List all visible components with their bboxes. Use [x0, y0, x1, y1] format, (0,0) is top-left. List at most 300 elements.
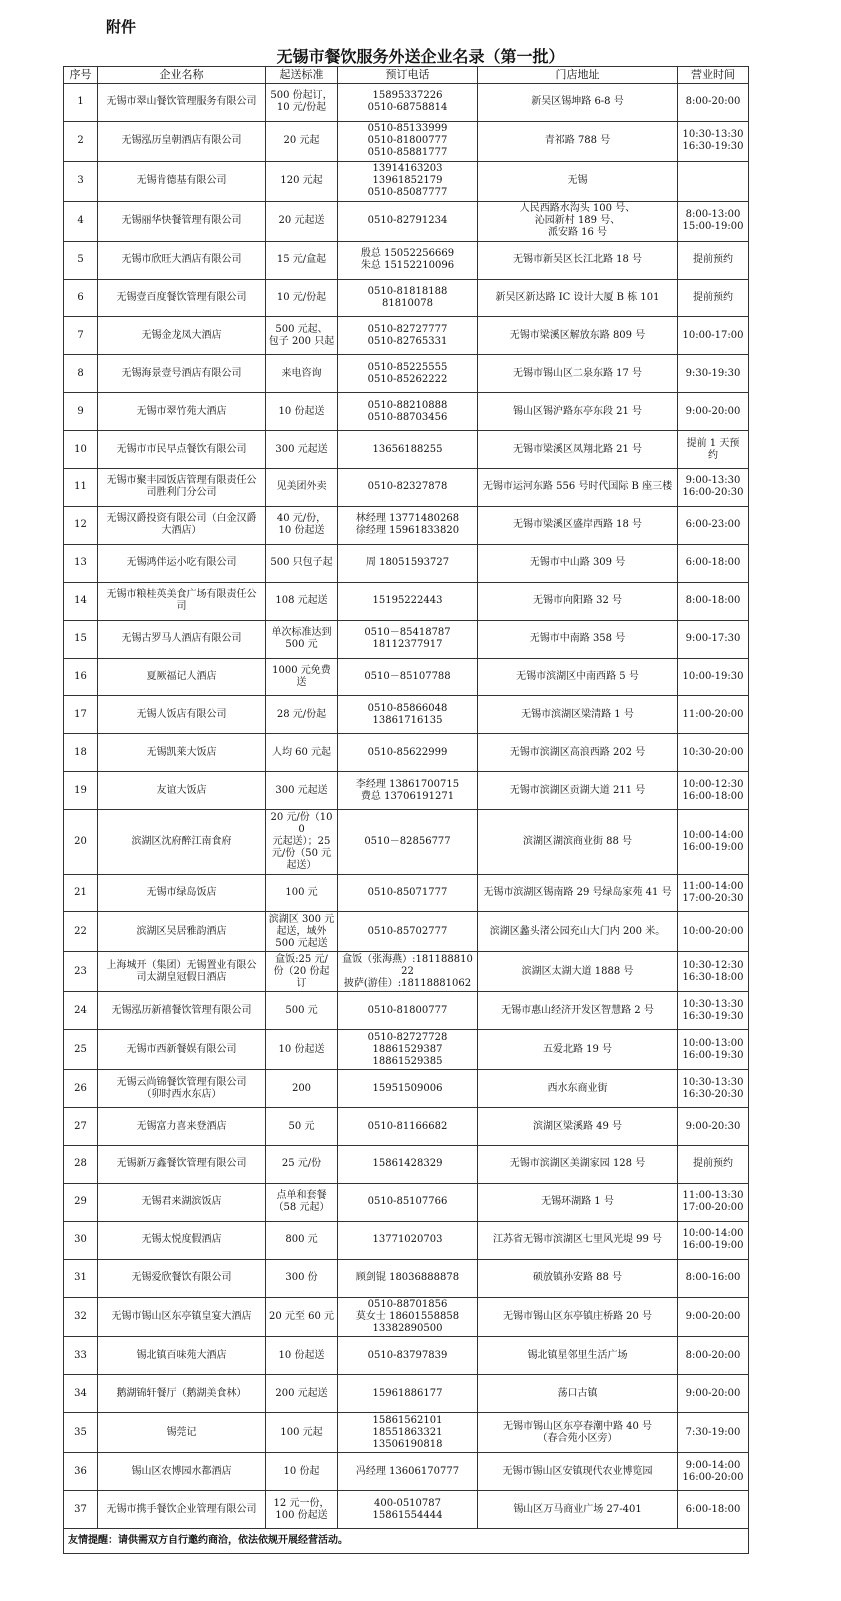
cell-name: [98, 1030, 266, 1070]
cell-name-line: 无锡古罗马人酒店有限公司: [121, 633, 242, 645]
cell-address: [478, 1491, 678, 1529]
cell-hours-line: 10:00-20:00: [682, 925, 744, 937]
cell-no: 3: [64, 161, 98, 201]
cell-hours-line: 10:00-14:00: [682, 1228, 744, 1240]
cell-name-line: 无锡富力喜来登酒店: [136, 1120, 227, 1132]
cell-name: [98, 1259, 266, 1297]
cell-address: [478, 658, 678, 696]
cell-phone-line: 0510-85262222: [367, 373, 448, 385]
cell-name-line: 无锡泓历新禧餐饮管理有限公司: [111, 1004, 252, 1016]
cell-address-line: 无锡市锡山区二泉东路 17 号: [512, 367, 643, 379]
cell-phone-line: 李经理 13861700715: [355, 778, 460, 790]
cell-phone-line: 0510-85133999: [367, 123, 448, 135]
cell-address: [478, 544, 678, 582]
cell-phone-line: 0510-85087777: [367, 187, 448, 199]
cell-min-order: [266, 201, 338, 241]
cell-no: 10: [64, 431, 98, 469]
cell-hours-line: 9:00-20:00: [685, 1387, 741, 1399]
table-row: [64, 84, 749, 122]
cell-hours-line: 10:00-14:00: [682, 829, 744, 841]
cell-hours-line: 16:00-20:00: [682, 1471, 744, 1483]
cell-address-line: 无锡市运河东路 556 号时代国际 B 座三楼: [482, 481, 673, 493]
cell-no: 22: [64, 912, 98, 952]
cell-name-line: 无锡丽华快餐管理有限公司: [121, 215, 242, 227]
cell-min-order-line: 点单和套餐: [276, 1190, 327, 1202]
cell-min-order-line: 100 元起: [280, 1426, 323, 1438]
cell-hours: [678, 1453, 749, 1491]
cell-hours-line: 10:00-17:00: [682, 329, 744, 341]
table-row: [64, 544, 749, 582]
cell-hours: [678, 506, 749, 544]
cell-min-order: [266, 1221, 338, 1259]
cell-no: 5: [64, 241, 98, 279]
cell-min-order-line: 40 元/份，: [276, 513, 327, 525]
cell-name-line: 无锡市翠竹苑大酒店: [136, 405, 227, 417]
cell-no: 16: [64, 658, 98, 696]
cell-address-line: 锡山区锡沪路东亭东段 21 号: [512, 405, 643, 417]
cell-address: [478, 874, 678, 912]
cell-hours-line: 10:00-12:30: [682, 778, 744, 790]
cell-name-line: 无锡爱欣餐饮有限公司: [131, 1272, 232, 1284]
cell-phone: [338, 912, 478, 952]
cell-phone: [338, 84, 478, 122]
cell-no: 8: [64, 355, 98, 393]
cell-min-order: [266, 992, 338, 1030]
cell-phone-line: 披萨(游佳）:18118881062: [343, 977, 472, 989]
cell-address-line: 无锡环湖路 1 号: [541, 1196, 614, 1208]
cell-min-order: [266, 912, 338, 952]
cell-address-line: 锡北镇星邻里生活广场: [527, 1349, 628, 1361]
cell-name: [98, 201, 266, 241]
cell-name-line: 无锡市翠山餐饮管理服务有限公司: [106, 96, 257, 108]
cell-phone-line: 徐经理 15961833820: [355, 525, 460, 537]
cell-phone-line: 冯经理 13606170777: [355, 1465, 460, 1477]
footnote: 友情提醒：请供需双方自行邀约商洽，依法依规开展经营活动。: [64, 1529, 749, 1554]
cell-address-line: 无锡市梁溪区凤翔北路 21 号: [512, 443, 643, 455]
cell-phone-line: 0510-85107766: [367, 1196, 448, 1208]
cell-phone-line: 400-0510787: [373, 1497, 441, 1509]
cell-min-order-line: 500 元起送: [275, 937, 328, 949]
cell-phone-line: 0510-85866048: [367, 702, 448, 714]
cell-address: [478, 317, 678, 355]
cell-address-line: 无锡市锡山区东亭镇庄桥路 20 号: [502, 1310, 653, 1322]
cell-hours-line: 7:30-19:00: [685, 1426, 741, 1438]
table-row: [64, 393, 749, 431]
cell-min-order-line: 200 元起送: [275, 1387, 328, 1399]
cell-hours-line: 9:30-19:30: [685, 367, 741, 379]
cell-hours-line: 16:00-19:00: [682, 841, 744, 853]
document-title: 无锡市餐饮服务外送企业名录（第一批）: [276, 47, 565, 66]
cell-hours-line: 10:30-12:30: [682, 959, 744, 971]
cell-min-order: [266, 772, 338, 810]
cell-phone-line: 13861716135: [372, 714, 443, 726]
cell-phone: [338, 241, 478, 279]
cell-min-order-line: 10 份起送: [278, 1349, 325, 1361]
col-header-no: 序号: [64, 67, 98, 84]
cell-address: [478, 1453, 678, 1491]
cell-hours: [678, 1070, 749, 1108]
cell-hours-line: 16:00-19:30: [682, 1049, 744, 1061]
cell-hours: [678, 1108, 749, 1146]
cell-min-order: [266, 1337, 338, 1375]
cell-hours: [678, 241, 749, 279]
cell-no: 17: [64, 696, 98, 734]
cell-address-line: 无锡市滨湖区梁清路 1 号: [521, 708, 634, 720]
cell-min-order-line: 500 元: [285, 639, 318, 651]
cell-name: [98, 696, 266, 734]
cell-hours-line: 16:00-18:00: [682, 790, 744, 802]
cell-address: [478, 279, 678, 317]
table-header-row: [64, 67, 749, 84]
cell-address-line: 滨湖区湖滨商业街 88 号: [522, 835, 633, 847]
cell-name-line: 司太湖皇冠假日酒店: [136, 971, 227, 983]
cell-phone-line: 13506190818: [372, 1438, 443, 1450]
cell-no: 18: [64, 734, 98, 772]
cell-phone: [338, 317, 478, 355]
cell-hours-line: 10:00-13:00: [682, 1037, 744, 1049]
table-row: [64, 1297, 749, 1337]
cell-name: [98, 620, 266, 658]
enterprise-directory-table: [63, 66, 749, 1554]
cell-name-line: 滨湖区吴居雅韵酒店: [136, 925, 227, 937]
cell-hours-line: 6:00-18:00: [685, 1503, 741, 1515]
cell-min-order-line: 起送）: [286, 859, 317, 871]
cell-hours: [678, 658, 749, 696]
cell-min-order-line: 800 元: [285, 1234, 318, 1246]
cell-hours-line: 8:00-20:00: [685, 1349, 741, 1361]
cell-name-line: 无锡市粮桂英美食广场有限责任公: [106, 589, 257, 601]
cell-name-line: 滨湖区沈府醉江南食府: [131, 835, 232, 847]
cell-no: 11: [64, 469, 98, 507]
table-row: [64, 620, 749, 658]
cell-name: [98, 582, 266, 620]
cell-address-line: 新吴区新达路 IC 设计大厦 B 栋 101: [495, 292, 660, 304]
cell-no: 1: [64, 84, 98, 122]
cell-no: 2: [64, 121, 98, 161]
cell-hours-line: 提前预约: [693, 292, 733, 304]
cell-phone-line: 15861554444: [372, 1509, 443, 1521]
cell-phone-line: 18861529385: [372, 1055, 443, 1067]
cell-address: [478, 506, 678, 544]
cell-phone: [338, 620, 478, 658]
cell-no: 28: [64, 1145, 98, 1183]
cell-address: [478, 469, 678, 507]
table-row: [64, 1259, 749, 1297]
cell-address-line: 无锡市锡山区东亭春潮中路 40 号: [502, 1420, 653, 1432]
cell-min-order-line: 起送，域外: [276, 925, 327, 937]
cell-phone-line: 0510-81818188: [367, 286, 448, 298]
cell-no: 24: [64, 992, 98, 1030]
cell-no: 7: [64, 317, 98, 355]
cell-min-order-line: 28 元/份起: [276, 708, 327, 720]
col-header-hours: 营业时间: [678, 67, 749, 84]
table-row: [64, 1108, 749, 1146]
cell-hours: [678, 582, 749, 620]
cell-name-line: 无锡君来湖滨饭店: [141, 1196, 222, 1208]
cell-hours: [678, 620, 749, 658]
cell-hours-line: 17:00-20:30: [682, 893, 744, 905]
cell-min-order-line: 包子 200 只起: [268, 335, 335, 347]
cell-hours-line: 约: [708, 449, 718, 461]
cell-phone: [338, 992, 478, 1030]
cell-min-order-line: 300 元起送: [275, 443, 328, 455]
cell-address: [478, 121, 678, 161]
cell-address: [478, 1108, 678, 1146]
cell-hours-line: 6:00-18:00: [685, 557, 741, 569]
cell-hours-line: 9:00-17:30: [685, 633, 741, 645]
cell-phone: [338, 121, 478, 161]
cell-hours: [678, 317, 749, 355]
cell-min-order-line: 单次标准达到: [271, 627, 332, 639]
cell-min-order: [266, 121, 338, 161]
cell-min-order: [266, 1145, 338, 1183]
cell-no: 14: [64, 582, 98, 620]
cell-hours: [678, 355, 749, 393]
cell-address-line: 锡山区万马商业广场 27-401: [513, 1503, 642, 1515]
cell-no: 31: [64, 1259, 98, 1297]
table-row: [64, 874, 749, 912]
cell-min-order: [266, 317, 338, 355]
cell-hours: [678, 1030, 749, 1070]
cell-address: [478, 84, 678, 122]
cell-min-order: [266, 241, 338, 279]
cell-no: 27: [64, 1108, 98, 1146]
cell-min-order-line: 500 元起、: [275, 323, 328, 335]
cell-min-order: [266, 1491, 338, 1529]
cell-hours-line: 9:00-13:30: [685, 475, 741, 487]
cell-address-line: 沁园新村 189 号、: [534, 215, 621, 227]
table-row: [64, 431, 749, 469]
cell-address-line: 江苏省无锡市滨湖区七里风光堤 99 号: [492, 1234, 663, 1246]
cell-phone-line: 13961852179: [372, 175, 443, 187]
cell-min-order-line: 20 元起: [283, 135, 320, 147]
cell-hours-line: 9:00-20:30: [685, 1120, 741, 1132]
cell-no: 12: [64, 506, 98, 544]
cell-name: [98, 952, 266, 992]
cell-phone-line: 15861428329: [372, 1158, 443, 1170]
cell-name-line: 无锡金龙凤大酒店: [141, 329, 222, 341]
cell-phone: [338, 1413, 478, 1453]
cell-no: 37: [64, 1491, 98, 1529]
cell-name: [98, 912, 266, 952]
cell-phone: [338, 1108, 478, 1146]
cell-name-line: 无锡人饭店有限公司: [136, 708, 227, 720]
table-row: [64, 582, 749, 620]
cell-phone-line: 0510-68758814: [367, 102, 448, 114]
cell-hours: [678, 874, 749, 912]
cell-name: [98, 1221, 266, 1259]
cell-min-order-line: 500 元: [285, 1004, 318, 1016]
cell-min-order-line: 25 元/份: [281, 1158, 322, 1170]
cell-hours-line: 10:30-13:30: [682, 129, 744, 141]
cell-phone: [338, 1221, 478, 1259]
cell-name-line: 无锡海景壹号酒店有限公司: [121, 367, 242, 379]
cell-address-line: 无锡: [567, 175, 588, 187]
attachment-label: 附件: [106, 18, 137, 36]
cell-phone-line: 周 18051593727: [365, 557, 450, 569]
table-row: [64, 121, 749, 161]
cell-address-line: 青祁路 788 号: [544, 135, 611, 147]
cell-phone-line: 13914163203: [372, 163, 443, 175]
cell-address: [478, 1375, 678, 1413]
cell-phone: [338, 469, 478, 507]
cell-name: [98, 1413, 266, 1453]
cell-hours-line: 10:30-13:30: [682, 998, 744, 1010]
cell-phone-line: 顾剑锟 18036888878: [355, 1272, 460, 1284]
cell-address: [478, 1183, 678, 1221]
cell-no: 4: [64, 201, 98, 241]
table-row: [64, 1183, 749, 1221]
cell-min-order: [266, 431, 338, 469]
cell-address: [478, 1259, 678, 1297]
cell-min-order: [266, 84, 338, 122]
col-header-phone: 预订电话: [338, 67, 478, 84]
cell-address: [478, 201, 678, 241]
cell-min-order-line: 200: [291, 1082, 312, 1094]
cell-name-line: 上海城开（集团）无锡置业有限公: [106, 959, 257, 971]
cell-name: [98, 874, 266, 912]
cell-no: 13: [64, 544, 98, 582]
cell-min-order-line: 10 元/份起: [276, 292, 327, 304]
cell-address: [478, 1413, 678, 1453]
cell-name-line: 司: [176, 601, 187, 613]
cell-hours: [678, 279, 749, 317]
cell-phone-line: 0510－85418787: [364, 627, 451, 639]
cell-name: [98, 810, 266, 875]
cell-name: [98, 317, 266, 355]
cell-hours-line: 提前 1 天预: [686, 437, 740, 449]
cell-min-order: [266, 620, 338, 658]
cell-phone-line: 0510-85071777: [367, 887, 448, 899]
cell-name: [98, 393, 266, 431]
cell-hours: [678, 393, 749, 431]
cell-min-order: [266, 658, 338, 696]
cell-min-order: [266, 582, 338, 620]
cell-hours-line: 16:00-20:30: [682, 487, 744, 499]
cell-hours-line: 提前预约: [693, 254, 733, 266]
cell-no: 32: [64, 1297, 98, 1337]
cell-phone-line: 0510-83797839: [367, 1349, 448, 1361]
cell-hours-line: 8:00-13:00: [685, 209, 741, 221]
col-header-min-order: 起送标准: [266, 67, 338, 84]
cell-phone: [338, 1453, 478, 1491]
cell-name-line: 无锡市西新餐娱有限公司: [126, 1043, 237, 1055]
cell-address-line: 无锡市滨湖区高浪西路 202 号: [509, 746, 646, 758]
cell-min-order: [266, 161, 338, 201]
cell-min-order-line: 滨湖区 300 元: [268, 913, 335, 925]
cell-hours: [678, 201, 749, 241]
cell-address: [478, 1030, 678, 1070]
cell-address-line: 五爱北路 19 号: [542, 1043, 613, 1055]
cell-hours-line: 11:00-20:00: [682, 708, 744, 720]
table-row: [64, 506, 749, 544]
cell-min-order-line: 10 份起送: [278, 405, 325, 417]
cell-min-order-line: 20 元起送: [278, 215, 325, 227]
cell-hours-line: 16:30-20:30: [682, 1088, 744, 1100]
cell-name-line: 无锡市携手餐饮企业管理有限公司: [106, 1503, 257, 1515]
cell-no: 20: [64, 810, 98, 875]
cell-name: [98, 544, 266, 582]
table-row: [64, 1070, 749, 1108]
cell-address: [478, 582, 678, 620]
cell-hours: [678, 952, 749, 992]
cell-no: 19: [64, 772, 98, 810]
cell-hours-line: 15:00-19:00: [682, 221, 744, 233]
cell-address-line: 滨湖区太湖大道 1888 号: [521, 965, 634, 977]
cell-phone-line: 0510-82791234: [367, 215, 448, 227]
cell-name: [98, 734, 266, 772]
cell-name-line: 无锡市聚丰园饭店管理有限责任公: [106, 475, 257, 487]
cell-name-line: 友谊大饭店: [156, 784, 207, 796]
cell-address: [478, 1297, 678, 1337]
cell-address: [478, 620, 678, 658]
cell-hours: [678, 1337, 749, 1375]
cell-hours-line: 8:00-16:00: [685, 1272, 741, 1284]
cell-hours: [678, 810, 749, 875]
table-row: [64, 734, 749, 772]
cell-hours-line: 6:00-23:00: [685, 519, 741, 531]
cell-name: [98, 1453, 266, 1491]
cell-phone: [338, 161, 478, 201]
cell-min-order: [266, 1183, 338, 1221]
cell-phone: [338, 1297, 478, 1337]
cell-address-line: 荡口古镇: [557, 1387, 598, 1399]
cell-phone-line: 0510-82727728: [367, 1031, 448, 1043]
cell-hours: [678, 84, 749, 122]
cell-min-order: [266, 544, 338, 582]
cell-phone-line: 15195222443: [372, 595, 443, 607]
cell-hours: [678, 734, 749, 772]
cell-min-order-line: 盒饭:25 元/: [275, 953, 328, 965]
cell-address-line: 无锡市向阳路 32 号: [532, 595, 623, 607]
table-row: [64, 317, 749, 355]
table-row: [64, 658, 749, 696]
cell-no: 9: [64, 393, 98, 431]
cell-name: [98, 279, 266, 317]
cell-phone-line: 0510-88703456: [367, 411, 448, 423]
cell-name: [98, 161, 266, 201]
cell-hours-line: 8:00-20:00: [685, 96, 741, 108]
cell-no: 23: [64, 952, 98, 992]
cell-name-line: 无锡新万鑫餐饮管理有限公司: [116, 1158, 247, 1170]
cell-name-line: （卯时西水东店）: [141, 1088, 222, 1100]
cell-address: [478, 1221, 678, 1259]
table-row: [64, 469, 749, 507]
cell-name-line: 无锡凯莱大饭店: [146, 746, 217, 758]
table-row: [64, 1145, 749, 1183]
cell-min-order: [266, 696, 338, 734]
cell-name-line: 鹅湖锦轩餐厅（鹅湖美食林）: [116, 1387, 247, 1399]
cell-phone: [338, 772, 478, 810]
cell-phone: [338, 201, 478, 241]
cell-no: 26: [64, 1070, 98, 1108]
cell-hours-line: 11:00-14:00: [682, 881, 744, 893]
cell-phone-line: 13382890500: [372, 1322, 443, 1334]
cell-min-order-line: 20 元/份（100: [270, 811, 333, 835]
table-row: [64, 279, 749, 317]
cell-min-order-line: 元/份（50 元: [271, 847, 332, 859]
cell-phone-line: 0510－85107788: [364, 670, 451, 682]
cell-phone-line: 18551863321: [372, 1426, 443, 1438]
cell-address-line: 无锡市滨湖区贡湖大道 211 号: [509, 784, 646, 796]
cell-address-line: 滨湖区梁溪路 49 号: [532, 1120, 623, 1132]
cell-address: [478, 810, 678, 875]
cell-hours: [678, 121, 749, 161]
cell-hours: [678, 696, 749, 734]
cell-address-line: 无锡市锡山区安镇现代农业博览园: [502, 1465, 653, 1477]
cell-name-line: 锡北镇百味苑大酒店: [136, 1349, 227, 1361]
cell-address-line: 无锡市滨湖区中南西路 5 号: [516, 670, 639, 682]
